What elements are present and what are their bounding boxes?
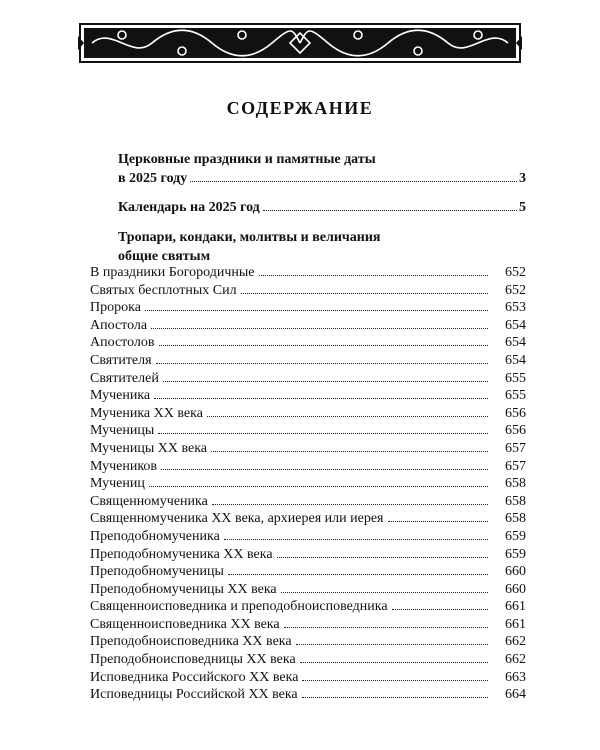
toc-entry — [90, 669, 526, 687]
toc-entry — [90, 264, 526, 282]
toc-entry-page: 652 — [505, 265, 526, 280]
leader-dots — [149, 486, 488, 487]
leader-dots — [145, 310, 488, 311]
toc-entry-label: Исповедника Российского XX века — [90, 669, 299, 685]
toc-entry-page: 661 — [505, 616, 526, 632]
toc-entry-page: 660 — [505, 581, 526, 597]
toc-entry-label: Преподобномученицы — [90, 564, 224, 580]
toc-entry — [90, 282, 526, 300]
toc-entry — [90, 299, 526, 317]
toc-entry — [90, 334, 526, 352]
section-last-line — [118, 169, 526, 188]
toc-entry-label: Преподобномученика — [90, 528, 220, 544]
toc-entry-label: Преподобномученицы XX века — [90, 581, 277, 597]
toc-entry — [90, 581, 526, 599]
toc-entry-page: 660 — [505, 564, 526, 580]
section-label: Календарь на 2025 год — [118, 200, 260, 215]
leader-dots — [190, 181, 517, 182]
toc-entries — [90, 264, 526, 704]
leader-dots — [277, 557, 488, 558]
toc-entry — [90, 405, 526, 423]
section-heading-line: Тропари, кондаки, молитвы и величания — [118, 230, 381, 245]
toc-entry-label: Апостолов — [90, 335, 155, 351]
leader-dots — [302, 680, 488, 681]
section-page: 5 — [519, 200, 526, 215]
leader-dots — [207, 416, 488, 417]
toc-entry — [90, 317, 526, 335]
leader-dots — [300, 662, 488, 663]
toc-entry-page: 663 — [505, 669, 526, 685]
toc-entry-label: Мучеников — [90, 458, 158, 474]
toc-entry-label: Мученицы — [90, 423, 155, 439]
section-last-line — [118, 198, 526, 217]
toc-entry-page: 655 — [505, 388, 526, 404]
toc-entry — [90, 475, 526, 493]
toc-entry-page: 661 — [505, 599, 526, 615]
leader-dots — [281, 592, 488, 593]
toc-entry — [90, 528, 526, 546]
toc-entry-page: 655 — [505, 370, 526, 386]
toc-entry — [90, 616, 526, 634]
toc-entry-page: 659 — [505, 528, 526, 544]
toc-entry-page: 657 — [505, 440, 526, 456]
toc-entry-label: Священномученика XX века, архиерея или иерея — [90, 511, 384, 527]
toc-entry-page: 659 — [505, 546, 526, 562]
leader-dots — [388, 521, 489, 522]
leader-dots — [211, 451, 488, 452]
toc-entry-page: 662 — [505, 634, 526, 650]
toc-entry — [90, 458, 526, 476]
leader-dots — [241, 293, 488, 294]
toc-section-feasts — [118, 150, 526, 188]
toc-entry — [90, 546, 526, 564]
section-heading-line: общие святым — [118, 249, 211, 264]
leader-dots — [228, 574, 488, 575]
toc-entry — [90, 633, 526, 651]
toc-entry-label: Апостола — [90, 317, 148, 333]
leader-dots — [302, 697, 488, 698]
toc-entry — [90, 440, 526, 458]
toc-entry — [90, 563, 526, 581]
section-page: 3 — [519, 171, 526, 186]
toc-entry-label: Мученика — [90, 388, 151, 404]
page-title: СОДЕРЖАНИЕ — [226, 98, 374, 118]
leader-dots — [158, 433, 488, 434]
leader-dots — [159, 345, 488, 346]
toc-entry-page: 664 — [505, 687, 526, 703]
toc-entry-label: Мучениц — [90, 476, 145, 492]
toc-entry-page: 658 — [505, 493, 526, 509]
toc-entry-label: Святых бесплотных Сил — [90, 282, 237, 298]
toc-entry-page: 653 — [505, 300, 526, 316]
toc-entry — [90, 370, 526, 388]
toc-entry-label: Преподобноисповедницы XX века — [90, 652, 296, 668]
toc-entry-page: 658 — [505, 476, 526, 492]
toc-entry-label: Святителя — [90, 352, 152, 368]
toc-entry — [90, 510, 526, 528]
toc-entry-page: 654 — [505, 335, 526, 351]
toc-entry — [90, 651, 526, 669]
toc-entry-label: Мученицы XX века — [90, 440, 208, 456]
toc-entry-page: 652 — [505, 282, 526, 298]
headpiece-ornament — [78, 18, 522, 68]
toc-entry — [90, 493, 526, 511]
leader-dots — [296, 644, 488, 645]
leader-dots — [156, 363, 488, 364]
section-label: в 2025 году — [118, 171, 188, 186]
toc-entry — [90, 352, 526, 370]
toc-entry — [90, 686, 526, 704]
toc-entry-label: Священномученика — [90, 493, 208, 509]
toc-entry — [90, 387, 526, 405]
section-heading-line: Церковные праздники и памятные даты — [118, 152, 376, 167]
leader-dots — [151, 328, 488, 329]
toc-entry-label: Священноисповедника и преподобноисповедника — [90, 599, 388, 615]
toc-entry-label: Мученика XX века — [90, 405, 203, 421]
leader-dots — [224, 539, 488, 540]
toc-entry-label: Святителей — [90, 370, 159, 386]
toc-section-troparia — [118, 228, 526, 266]
toc-entry-label: Преподобноисповедника XX века — [90, 634, 292, 650]
toc-entry-label: Пророка — [90, 300, 141, 316]
leader-dots — [284, 627, 488, 628]
toc-entry-page: 662 — [505, 652, 526, 668]
leader-dots — [259, 275, 488, 276]
toc-entry-label: В праздники Богородичные — [90, 265, 255, 280]
toc-entry-page: 656 — [505, 405, 526, 421]
leader-dots — [163, 381, 488, 382]
toc-entry-page: 654 — [505, 352, 526, 368]
toc-entry — [90, 598, 526, 616]
leader-dots — [263, 210, 517, 211]
leader-dots — [154, 398, 488, 399]
leader-dots — [161, 469, 488, 470]
toc-entry-label: Священноисповедника XX века — [90, 616, 280, 632]
toc-entry-page: 658 — [505, 511, 526, 527]
toc-section-calendar — [118, 198, 526, 217]
toc-entry-label: Исповедницы Российской XX века — [90, 687, 298, 703]
toc-entry-label: Преподобномученика XX века — [90, 546, 273, 562]
toc-entry — [90, 422, 526, 440]
toc-entry-page: 656 — [505, 423, 526, 439]
toc-entry-page: 657 — [505, 458, 526, 474]
leader-dots — [392, 609, 488, 610]
toc-entry-page: 654 — [505, 317, 526, 333]
leader-dots — [212, 504, 488, 505]
